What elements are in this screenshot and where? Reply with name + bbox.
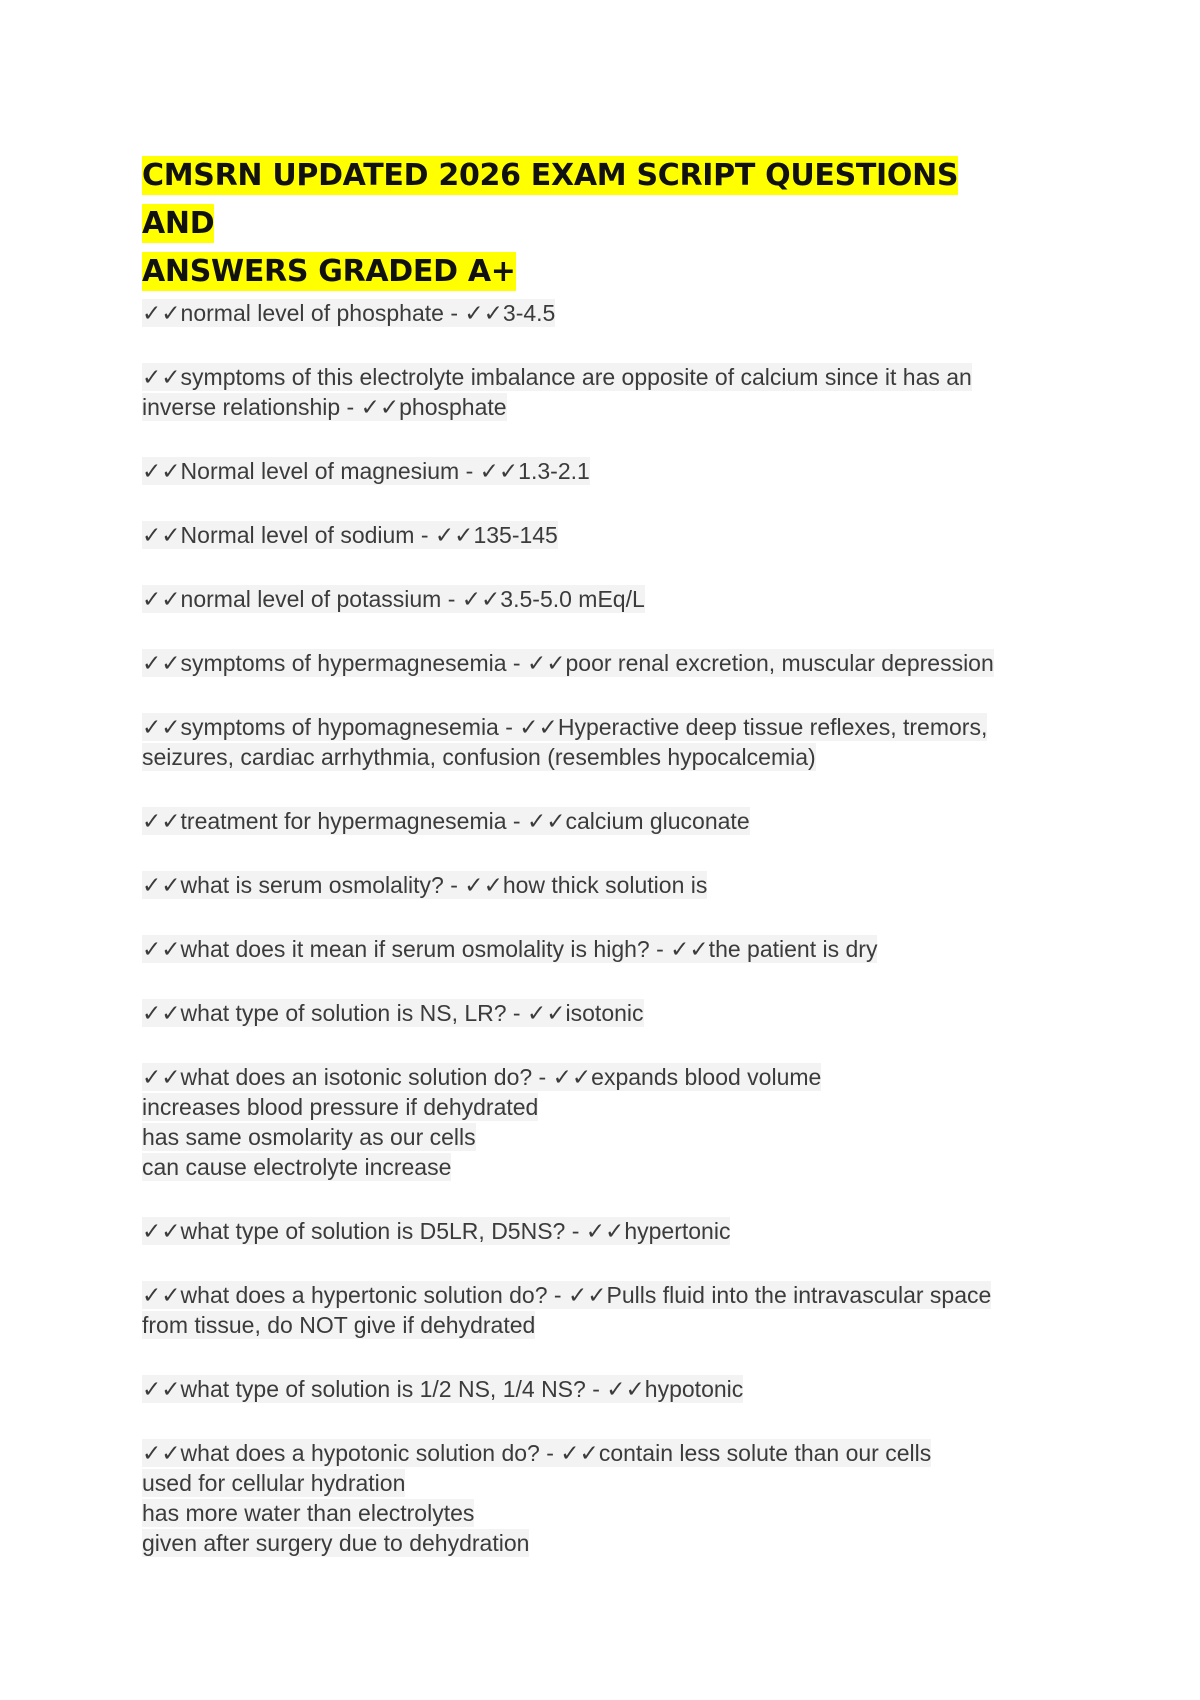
qa-line bbox=[142, 1122, 1022, 1152]
qa-item bbox=[142, 520, 1022, 550]
qa-line bbox=[142, 1310, 1022, 1340]
qa-item bbox=[142, 362, 1022, 422]
qa-line bbox=[142, 1438, 1022, 1468]
qa-line-text: ✓✓what does a hypertonic solution do? - ✓✓Pulls fluid into the intravascular space bbox=[142, 1282, 992, 1308]
qa-item bbox=[142, 1216, 1022, 1246]
qa-line bbox=[142, 1374, 1022, 1404]
qa-item bbox=[142, 1374, 1022, 1404]
qa-line bbox=[142, 392, 1022, 422]
qa-item bbox=[142, 648, 1022, 678]
qa-line-text: seizures, cardiac arrhythmia, confusion (resembles hypocalcemia) bbox=[142, 744, 816, 770]
qa-line-text: ✓✓what does an isotonic solution do? - ✓✓expands blood volume bbox=[142, 1064, 822, 1090]
qa-line-text: ✓✓what does it mean if serum osmolality is high? - ✓✓the patient is dry bbox=[142, 936, 878, 962]
qa-line-text: ✓✓what is serum osmolality? - ✓✓how thick solution is bbox=[142, 872, 708, 898]
qa-line-text: increases blood pressure if dehydrated bbox=[142, 1094, 539, 1120]
qa-line-text: ✓✓what does a hypotonic solution do? - ✓✓contain less solute than our cells bbox=[142, 1440, 932, 1466]
qa-line bbox=[142, 998, 1022, 1028]
qa-line-text: given after surgery due to dehydration bbox=[142, 1530, 530, 1556]
qa-item bbox=[142, 1062, 1022, 1182]
qa-line-text: ✓✓what type of solution is NS, LR? - ✓✓isotonic bbox=[142, 1000, 644, 1026]
qa-line bbox=[142, 456, 1022, 486]
qa-line bbox=[142, 806, 1022, 836]
qa-line-text: has same osmolarity as our cells bbox=[142, 1124, 476, 1150]
qa-line-text: ✓✓what type of solution is D5LR, D5NS? - ✓✓hypertonic bbox=[142, 1218, 731, 1244]
qa-item bbox=[142, 298, 1022, 328]
qa-line-text: ✓✓Normal level of magnesium - ✓✓1.3-2.1 bbox=[142, 458, 590, 484]
qa-line bbox=[142, 1216, 1022, 1246]
qa-line bbox=[142, 1468, 1022, 1498]
qa-line bbox=[142, 1152, 1022, 1182]
document-title bbox=[142, 152, 1022, 296]
qa-line bbox=[142, 742, 1022, 772]
qa-line bbox=[142, 712, 1022, 742]
qa-line-text: ✓✓what type of solution is 1/2 NS, 1/4 NS? - ✓✓hypotonic bbox=[142, 1376, 744, 1402]
qa-line-text: used for cellular hydration bbox=[142, 1470, 406, 1496]
qa-item bbox=[142, 456, 1022, 486]
qa-item bbox=[142, 712, 1022, 772]
qa-list bbox=[142, 298, 1022, 1558]
qa-line bbox=[142, 1092, 1022, 1122]
qa-line-text: ✓✓normal level of potassium - ✓✓3.5-5.0 mEq/L bbox=[142, 586, 645, 612]
qa-item bbox=[142, 1438, 1022, 1558]
qa-item bbox=[142, 1280, 1022, 1340]
qa-line-text: ✓✓symptoms of hypermagnesemia - ✓✓poor renal excretion, muscular depression bbox=[142, 650, 994, 676]
qa-item bbox=[142, 998, 1022, 1028]
qa-line bbox=[142, 1280, 1022, 1310]
qa-line bbox=[142, 298, 1022, 328]
qa-line-text: ✓✓Normal level of sodium - ✓✓135-145 bbox=[142, 522, 558, 548]
qa-line-text: inverse relationship - ✓✓phosphate bbox=[142, 394, 507, 420]
qa-item bbox=[142, 934, 1022, 964]
qa-line-text: ✓✓normal level of phosphate - ✓✓3-4.5 bbox=[142, 300, 556, 326]
title-line-2: ANSWERS GRADED A+ bbox=[142, 254, 516, 289]
qa-item bbox=[142, 870, 1022, 900]
title-line-1: CMSRN UPDATED 2026 EXAM SCRIPT QUESTIONS AND bbox=[142, 158, 959, 241]
qa-line bbox=[142, 870, 1022, 900]
qa-line-text: can cause electrolyte increase bbox=[142, 1154, 452, 1180]
qa-line-text: has more water than electrolytes bbox=[142, 1500, 475, 1526]
qa-line bbox=[142, 584, 1022, 614]
document-page bbox=[142, 152, 1022, 1592]
qa-line-text: ✓✓symptoms of this electrolyte imbalance are opposite of calcium since it has an bbox=[142, 364, 972, 390]
qa-line-text: from tissue, do NOT give if dehydrated bbox=[142, 1312, 536, 1338]
qa-line-text: ✓✓treatment for hypermagnesemia - ✓✓calcium gluconate bbox=[142, 808, 750, 834]
qa-line bbox=[142, 1062, 1022, 1092]
qa-line bbox=[142, 362, 1022, 392]
qa-line bbox=[142, 648, 1022, 678]
qa-item bbox=[142, 584, 1022, 614]
qa-item bbox=[142, 806, 1022, 836]
qa-line bbox=[142, 1528, 1022, 1558]
qa-line bbox=[142, 934, 1022, 964]
qa-line bbox=[142, 520, 1022, 550]
qa-line-text: ✓✓symptoms of hypomagnesemia - ✓✓Hyperactive deep tissue reflexes, tremors, bbox=[142, 714, 988, 740]
qa-line bbox=[142, 1498, 1022, 1528]
